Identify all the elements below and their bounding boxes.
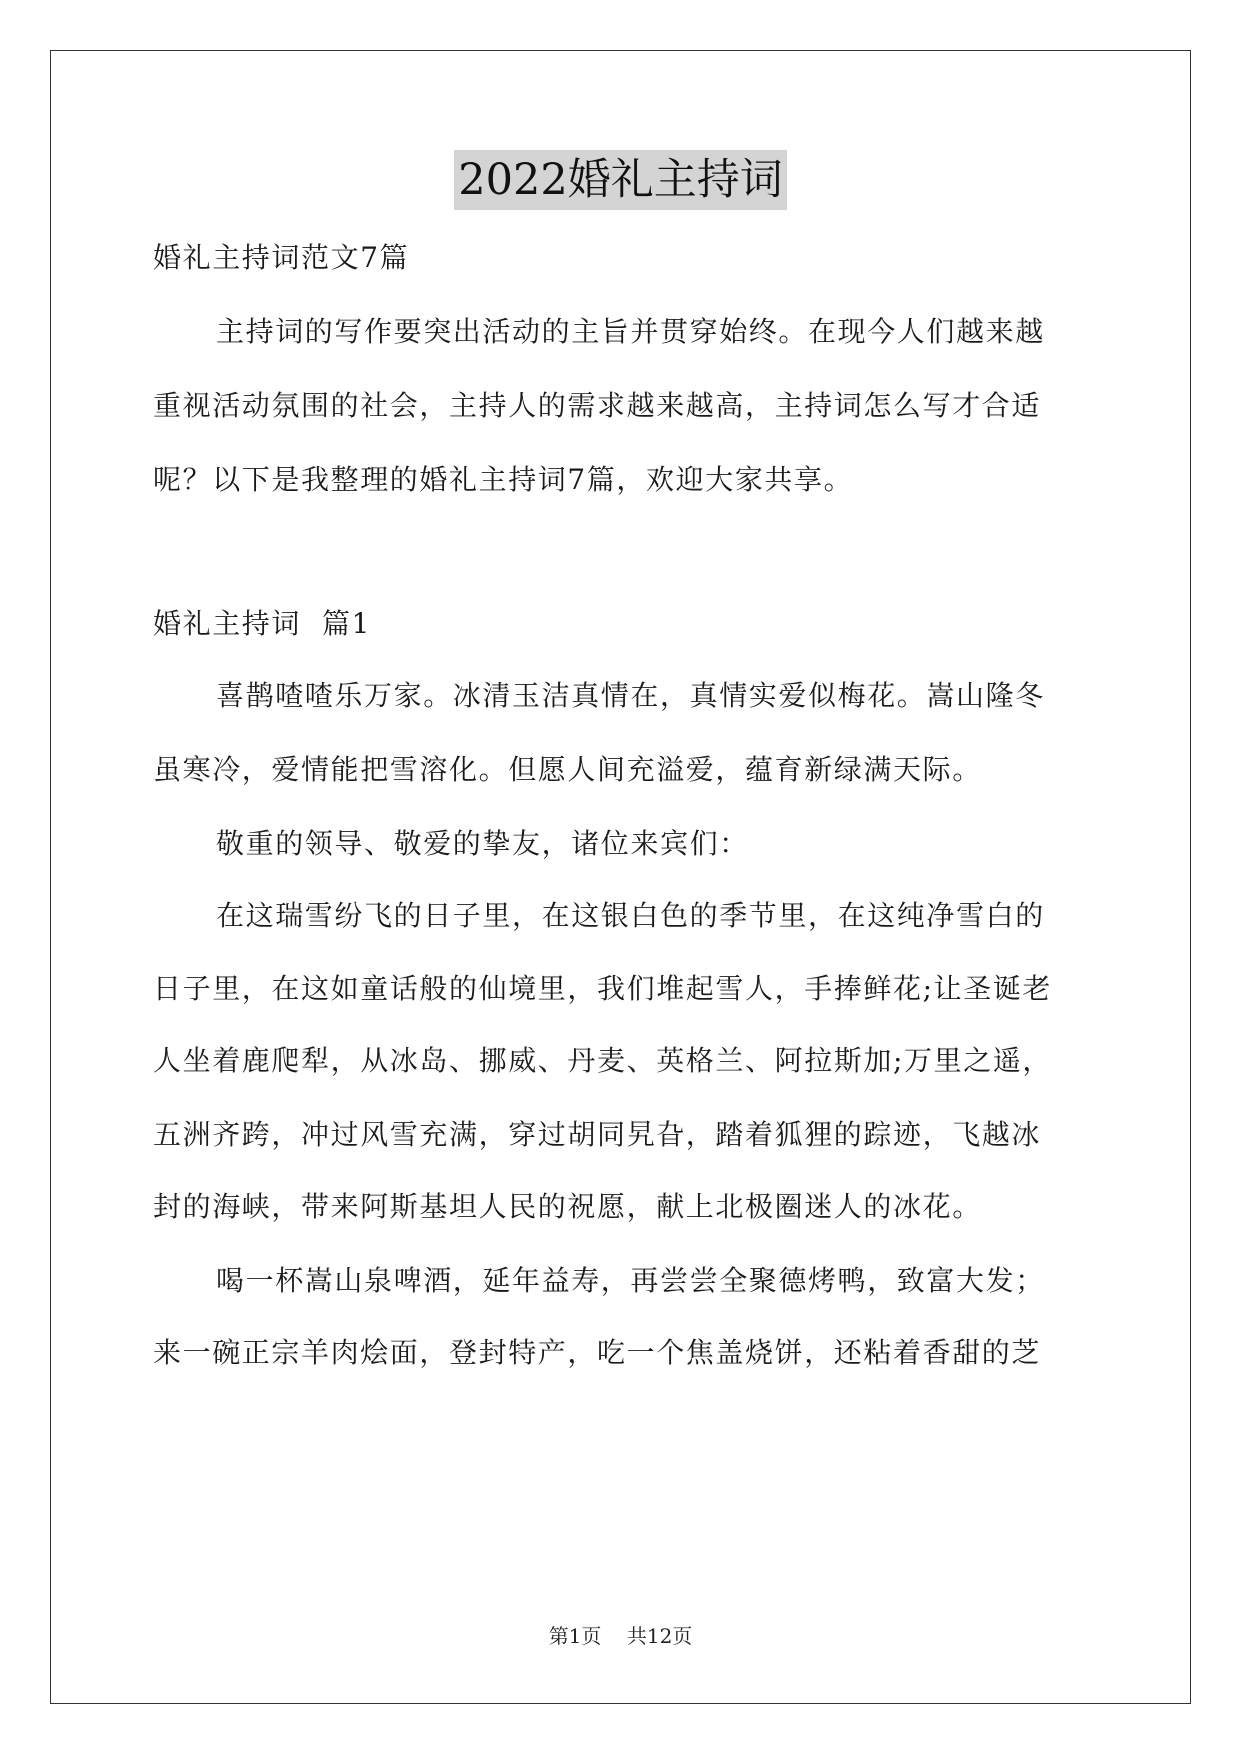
greeting-line: 敬重的领导、敬爱的挚友，诸位来宾们：	[216, 827, 749, 860]
body-paragraph-line: 喝一杯嵩山泉啤酒，延年益寿，再尝尝全聚德烤鸭，致富大发；	[216, 1264, 1045, 1297]
section-heading: 婚礼主持词 篇1	[153, 607, 372, 640]
body-paragraph-line: 封的海峡，带来阿斯基坦人民的祝愿，献上北极圈迷人的冰花。	[153, 1190, 982, 1223]
intro-paragraph-line: 重视活动氛围的社会，主持人的需求越来越高，主持词怎么写才合适	[153, 389, 1042, 422]
body-paragraph-line: 人坐着鹿爬犁，从冰岛、挪威、丹麦、英格兰、阿拉斯加;万里之遥，	[153, 1044, 1053, 1077]
body-paragraph-line: 虽寒冷，爱情能把雪溶化。但愿人间充溢爱，蕴育新绿满天际。	[153, 753, 982, 786]
intro-paragraph-line: 主持词的写作要突出活动的主旨并贯穿始终。在现今人们越来越	[216, 315, 1045, 348]
intro-paragraph-line: 呢？以下是我整理的婚礼主持词7篇，欢迎大家共享。	[153, 463, 854, 496]
doc-subtitle: 婚礼主持词范文7篇	[153, 241, 410, 274]
document-title-text: 2022婚礼主持词	[454, 150, 786, 210]
body-paragraph-line: 日子里，在这如童话般的仙境里，我们堆起雪人，手捧鲜花;让圣诞老	[153, 972, 1053, 1005]
body-paragraph-line: 喜鹊喳喳乐万家。冰清玉洁真情在，真情实爱似梅花。嵩山隆冬	[216, 679, 1045, 712]
body-paragraph-line: 在这瑞雪纷飞的日子里，在这银白色的季节里，在这纯净雪白的	[216, 899, 1045, 932]
document-title	[0, 150, 1241, 210]
body-paragraph-line: 来一碗正宗羊肉烩面，登封特产，吃一个焦盖烧饼，还粘着香甜的芝	[153, 1336, 1042, 1369]
page-number: 第1页 共12页	[548, 1624, 693, 1648]
body-paragraph-line: 五洲齐跨，冲过风雪充满，穿过胡同旯旮，踏着狐狸的踪迹，飞越冰	[153, 1118, 1042, 1151]
page-border	[50, 50, 1191, 1704]
page-footer	[0, 1622, 1241, 1650]
